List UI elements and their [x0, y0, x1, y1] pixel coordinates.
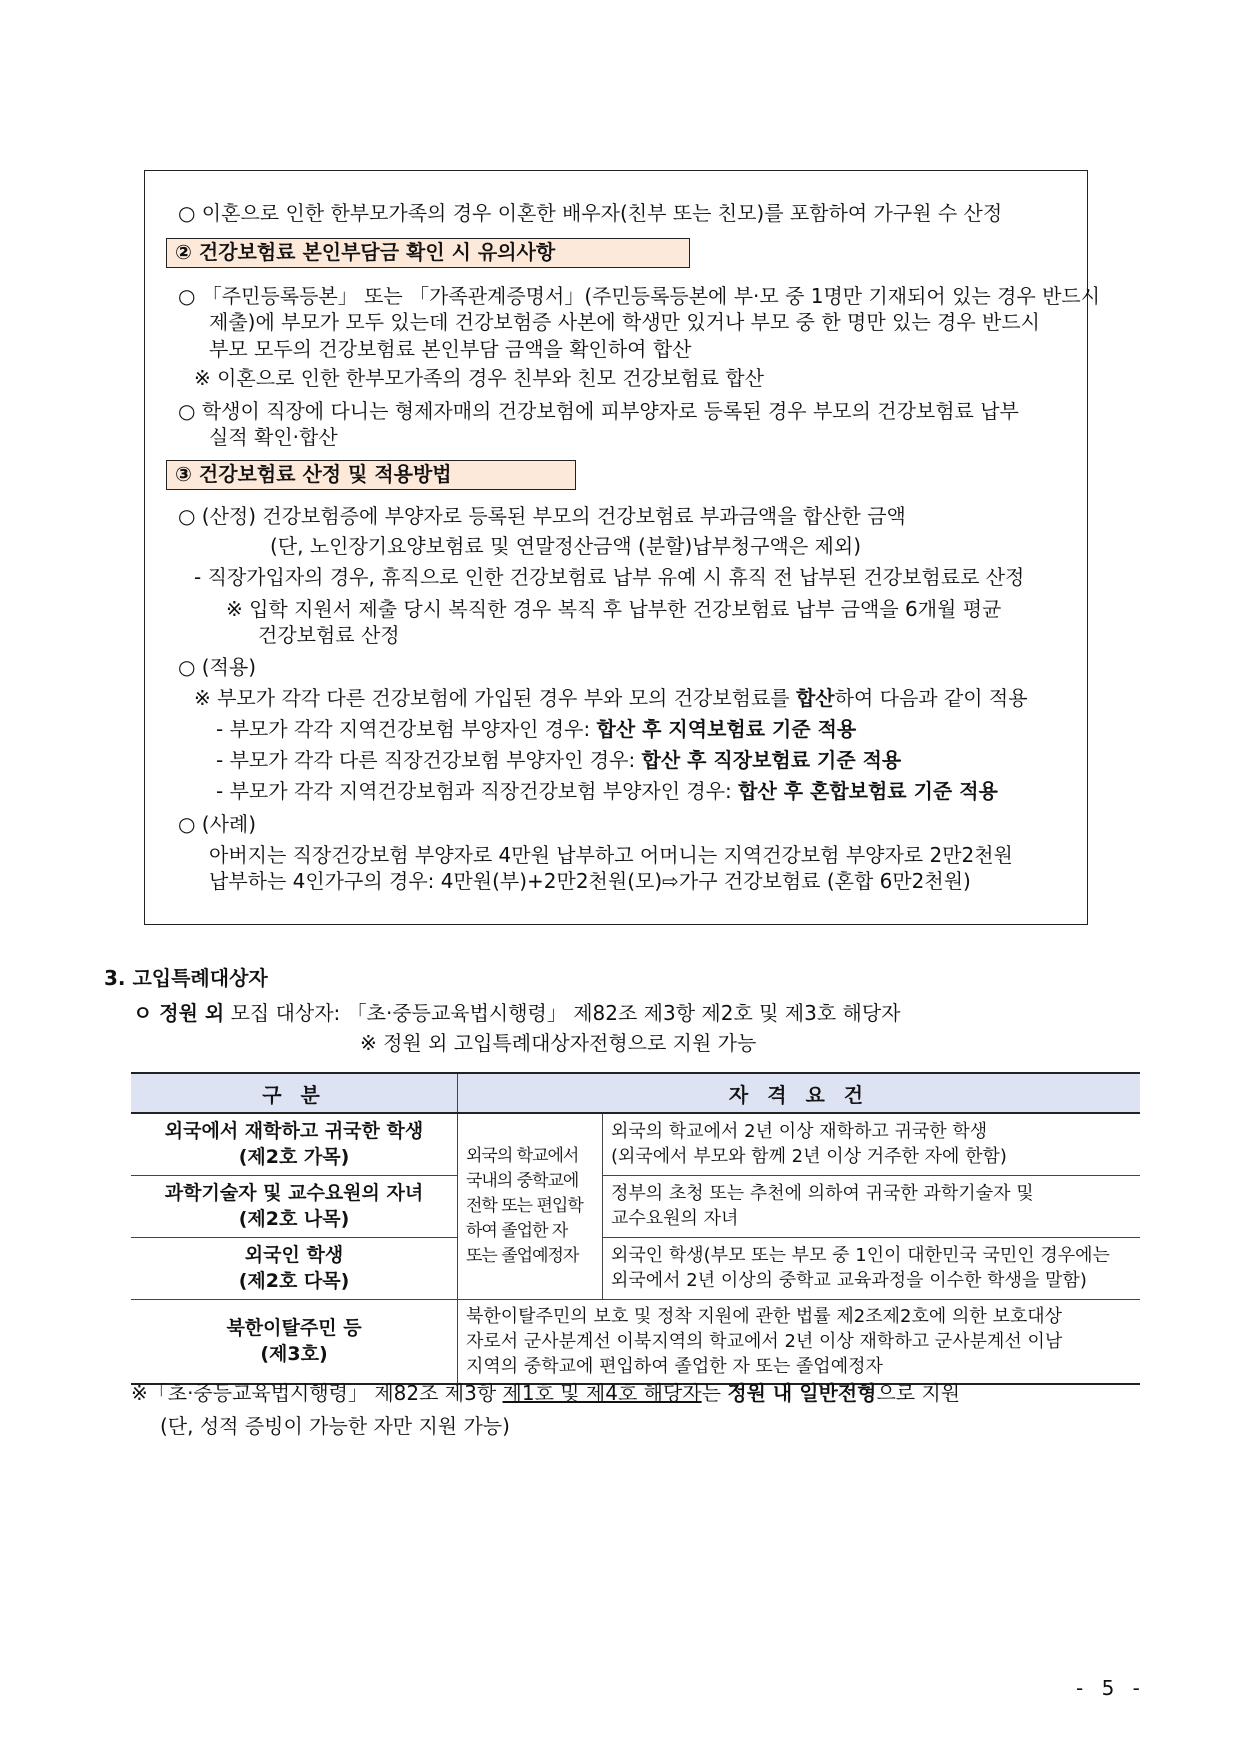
- calc-note-2: (단, 노인장기요양보험료 및 연말정산금액 (분할)납부청구액은 제외): [270, 534, 861, 558]
- row-requirement: 정부의 초청 또는 추천에 의하여 귀국한 과학기술자 및 교수요원의 자녀: [603, 1175, 1141, 1237]
- page-number: - 5 -: [1076, 1676, 1146, 1700]
- row-requirement: 외국의 학교에서 2년 이상 재학하고 귀국한 학생 (외국에서 부모와 함께 2년 이상 거주한 자에 한함): [603, 1113, 1141, 1175]
- divorce-insurance-note: ※ 이혼으로 인한 한부모가족의 경우 친부와 친모 건강보험료 합산: [194, 366, 764, 390]
- row-category: 외국에서 재학하고 귀국한 학생 (제2호 가목): [131, 1113, 458, 1175]
- apply-regional: - 부모가 각각 지역건강보험 부양자인 경우: 합산 후 지역보험료 기준 적용: [216, 717, 857, 741]
- table-row: [131, 1299, 1140, 1384]
- row-category: 외국인 학생 (제2호 다목): [131, 1237, 458, 1299]
- special-admission-table: [131, 1072, 1140, 1385]
- leave-note: - 직장가입자의 경우, 휴직으로 인한 건강보험료 납부 유예 시 휴직 전 납부된 건강보험료로 산정: [194, 565, 1025, 589]
- table-row: [131, 1175, 1140, 1237]
- apply-mixed: - 부모가 각각 지역건강보험과 직장건강보험 부양자인 경우: 합산 후 혼합보험료 기준 적용: [216, 779, 998, 803]
- reinstatement-note-1: ※ 입학 지원서 제출 당시 복직한 경우 복직 후 납부한 건강보험료 납부 금액을 6개월 평균: [226, 597, 1002, 621]
- row-requirement: 북한이탈주민의 보호 및 정착 지원에 관한 법률 제2조제2호에 의한 보호대상 자로서 군사분계선 이북지역의 학교에서 2년 이상 재학하고 군사분계선 이남 지역의 중학교에 편입하여 졸업한 자 또는 졸업예정자: [458, 1299, 1141, 1384]
- calc-note-1: ○ (산정) 건강보험증에 부양자로 등록된 부모의 건강보험료 부과금액을 합산한 금액: [178, 504, 906, 528]
- apply-label: ○ (적용): [178, 655, 257, 679]
- subsection-header-2: ② 건강보험료 본인부담금 확인 시 유의사항: [166, 238, 690, 268]
- footnote-line-2: (단, 성적 증빙이 가능한 자만 지원 가능): [160, 1414, 510, 1438]
- table-row: [131, 1237, 1140, 1299]
- row-requirement: 외국인 학생(부모 또는 부모 중 1인이 대한민국 국민인 경우에는 외국에서 2년 이상의 중학교 교육과정을 이수한 학생을 말함): [603, 1237, 1141, 1299]
- resident-register-note-1: ○ 「주민등록등본」 또는 「가족관계증명서」(주민등록등본에 부·모 중 1명만 기재되어 있는 경우 반드시: [178, 284, 1101, 308]
- resident-register-note-2: 제출)에 부모가 모두 있는데 건강보험증 사본에 학생만 있거나 부모 중 한 명만 있는 경우 반드시: [209, 310, 1040, 334]
- apply-workplace: - 부모가 각각 다른 직장건강보험 부양자인 경우: 합산 후 직장보험료 기준 적용: [216, 748, 902, 772]
- sibling-dependent-note-1: ○ 학생이 직장에 다니는 형제자매의 건강보험에 피부양자로 등록된 경우 부모의 건강보험료 납부: [178, 399, 1019, 423]
- subsection-header-3: ③ 건강보험료 산정 및 적용방법: [166, 460, 576, 490]
- table-header-requirements: 자 격 요 건: [458, 1073, 1141, 1113]
- section-3-line-1: ㅇ 정원 외 모집 대상자: 「초·중등교육법시행령」 제82조 제3항 제2호 및 제3호 해당자: [133, 1001, 901, 1025]
- row-category: 북한이탈주민 등 (제3호): [131, 1299, 458, 1384]
- example-line-1: 아버지는 직장건강보험 부양자로 4만원 납부하고 어머니는 지역건강보험 부양자로 2만2천원: [209, 843, 1013, 867]
- apply-note: ※ 부모가 각각 다른 건강보험에 가입된 경우 부와 모의 건강보험료를 합산하여 다음과 같이 적용: [194, 686, 1028, 710]
- footnote-line-1: ※「초·중등교육법시행령」 제82조 제3항 제1호 및 제4호 해당자는 정원 내 일반전형으로 지원: [131, 1381, 961, 1405]
- example-label: ○ (사례): [178, 812, 257, 836]
- row-category: 과학기술자 및 교수요원의 자녀 (제2호 나목): [131, 1175, 458, 1237]
- section-3-title: 3. 고입특례대상자: [104, 966, 268, 990]
- section-3-line-2: ※ 정원 외 고입특례대상자전형으로 지원 가능: [360, 1031, 757, 1055]
- example-line-2: 납부하는 4인가구의 경우: 4만원(부)+2만2천원(모)⇨가구 건강보험료 (혼합 6만2천원): [209, 869, 971, 893]
- table-row: [131, 1113, 1140, 1175]
- common-requirement: 외국의 학교에서 국내의 중학교에 전학 또는 편입학 하여 졸업한 자 또는 졸업예정자: [458, 1113, 603, 1299]
- sibling-dependent-note-2: 실적 확인·합산: [209, 425, 338, 449]
- divorce-household-note: ○ 이혼으로 인한 한부모가족의 경우 이혼한 배우자(친부 또는 친모)를 포함하여 가구원 수 산정: [178, 201, 1003, 225]
- reinstatement-note-2: 건강보험료 산정: [258, 623, 400, 647]
- resident-register-note-3: 부모 모두의 건강보험료 본인부담 금액을 확인하여 합산: [209, 337, 692, 361]
- table-header-category: 구 분: [131, 1073, 458, 1113]
